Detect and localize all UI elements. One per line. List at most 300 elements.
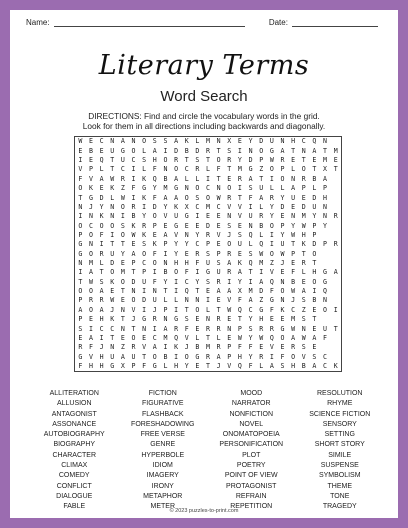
grid-letter[interactable]: E	[206, 212, 210, 221]
grid-letter[interactable]: E	[163, 221, 168, 230]
grid-letter[interactable]: O	[131, 146, 136, 155]
grid-letter[interactable]: D	[110, 259, 115, 268]
grid-letter[interactable]: Y	[120, 249, 125, 258]
grid-letter[interactable]: P	[291, 249, 296, 258]
grid-letter[interactable]: I	[269, 240, 274, 249]
grid-letter[interactable]: Y	[163, 202, 168, 211]
grid-letter[interactable]: C	[99, 324, 104, 333]
grid-letter[interactable]: W	[301, 333, 306, 342]
grid-letter[interactable]: B	[184, 146, 189, 155]
grid-letter[interactable]: R	[269, 324, 274, 333]
grid-letter[interactable]: E	[99, 184, 104, 193]
grid-letter[interactable]: L	[206, 305, 210, 314]
grid-letter[interactable]: A	[88, 333, 93, 342]
grid-letter[interactable]: B	[163, 268, 168, 277]
grid-letter[interactable]: A	[227, 287, 232, 296]
grid-letter[interactable]: T	[110, 165, 115, 174]
grid-letter[interactable]: X	[120, 362, 125, 370]
grid-letter[interactable]: G	[174, 221, 179, 230]
grid-letter[interactable]: C	[206, 184, 210, 193]
grid-letter[interactable]: R	[216, 324, 221, 333]
grid-letter[interactable]: A	[99, 287, 104, 296]
grid-letter[interactable]: C	[323, 362, 328, 370]
grid-letter[interactable]: I	[174, 305, 179, 314]
grid-letter[interactable]: S	[301, 296, 306, 305]
grid-letter[interactable]: K	[237, 259, 242, 268]
grid-letter[interactable]: P	[131, 362, 136, 370]
grid-letter[interactable]: A	[216, 287, 221, 296]
grid-letter[interactable]: D	[131, 277, 136, 286]
grid-letter[interactable]: E	[312, 305, 317, 314]
grid-letter[interactable]: T	[259, 174, 264, 183]
grid-letter[interactable]: N	[291, 212, 296, 221]
grid-letter[interactable]: N	[120, 305, 125, 314]
grid-letter[interactable]: Y	[248, 137, 253, 146]
grid-letter[interactable]: R	[259, 324, 264, 333]
grid-letter[interactable]: O	[312, 249, 317, 258]
grid-letter[interactable]: X	[184, 202, 189, 211]
grid-letter[interactable]: I	[78, 212, 83, 221]
grid-letter[interactable]: L	[312, 184, 317, 193]
grid-letter[interactable]: Y	[291, 221, 296, 230]
letter-grid[interactable]	[74, 136, 342, 372]
grid-letter[interactable]: O	[120, 277, 125, 286]
grid-letter[interactable]: T	[110, 156, 115, 165]
grid-letter[interactable]: S	[184, 315, 189, 324]
grid-letter[interactable]: K	[142, 174, 147, 183]
grid-letter[interactable]: O	[216, 156, 221, 165]
grid-letter[interactable]: P	[280, 165, 285, 174]
grid-letter[interactable]: A	[301, 287, 306, 296]
grid-letter[interactable]: N	[163, 259, 168, 268]
grid-letter[interactable]: U	[131, 352, 136, 361]
grid-letter[interactable]: A	[120, 352, 125, 361]
grid-letter[interactable]: O	[195, 184, 200, 193]
grid-letter[interactable]: C	[323, 352, 328, 361]
grid-letter[interactable]: E	[120, 333, 125, 342]
grid-letter[interactable]: N	[131, 137, 136, 146]
grid-letter[interactable]: Y	[269, 202, 274, 211]
grid-letter[interactable]: O	[78, 184, 83, 193]
grid-letter[interactable]: R	[131, 202, 136, 211]
grid-letter[interactable]: E	[280, 268, 285, 277]
grid-letter[interactable]: U	[110, 352, 115, 361]
grid-letter[interactable]: D	[259, 287, 264, 296]
grid-letter[interactable]: C	[152, 333, 157, 342]
grid-letter[interactable]: Y	[152, 184, 157, 193]
grid-letter[interactable]: T	[142, 352, 147, 361]
grid-letter[interactable]: V	[184, 333, 189, 342]
grid-letter[interactable]: Y	[237, 277, 242, 286]
grid-letter[interactable]: M	[88, 259, 93, 268]
grid-letter[interactable]: L	[301, 268, 306, 277]
grid-letter[interactable]: A	[174, 193, 179, 202]
grid-letter[interactable]: Y	[174, 249, 179, 258]
grid-letter[interactable]: N	[88, 212, 93, 221]
grid-letter[interactable]: R	[99, 249, 104, 258]
grid-letter[interactable]: Q	[248, 259, 253, 268]
grid-letter[interactable]: N	[323, 137, 328, 146]
grid-letter[interactable]: B	[163, 352, 168, 361]
grid-letter[interactable]: G	[78, 240, 83, 249]
grid-letter[interactable]: N	[323, 212, 328, 221]
grid-letter[interactable]: W	[88, 277, 93, 286]
grid-letter[interactable]: Y	[195, 277, 200, 286]
grid-letter[interactable]: Y	[237, 156, 242, 165]
grid-letter[interactable]: N	[184, 230, 189, 239]
grid-letter[interactable]: W	[280, 249, 285, 258]
grid-letter[interactable]: L	[259, 362, 264, 370]
grid-letter[interactable]: J	[227, 230, 232, 239]
grid-letter[interactable]: P	[152, 221, 157, 230]
grid-letter[interactable]: G	[152, 362, 157, 370]
grid-letter[interactable]: L	[142, 165, 147, 174]
grid-letter[interactable]: R	[206, 324, 210, 333]
grid-letter[interactable]: E	[227, 315, 232, 324]
grid-letter[interactable]: T	[78, 193, 83, 202]
grid-letter[interactable]: Y	[323, 221, 328, 230]
grid-letter[interactable]: A	[120, 137, 125, 146]
grid-letter[interactable]: H	[99, 352, 104, 361]
grid-letter[interactable]: R	[131, 343, 136, 352]
grid-letter[interactable]: T	[301, 249, 306, 258]
grid-letter[interactable]: W	[259, 249, 264, 258]
grid-letter[interactable]: R	[174, 324, 179, 333]
grid-letter[interactable]: F	[248, 362, 253, 370]
grid-letter[interactable]: E	[78, 146, 83, 155]
grid-letter[interactable]: T	[323, 146, 328, 155]
grid-letter[interactable]: N	[280, 296, 285, 305]
grid-letter[interactable]: E	[120, 259, 125, 268]
grid-letter[interactable]: M	[120, 268, 125, 277]
grid-letter[interactable]: N	[301, 324, 306, 333]
grid-letter[interactable]: T	[312, 315, 317, 324]
grid-letter[interactable]: R	[206, 146, 210, 155]
grid-letter[interactable]: V	[216, 230, 221, 239]
grid-letter[interactable]: A	[248, 174, 253, 183]
grid-letter[interactable]: N	[78, 259, 83, 268]
grid-letter[interactable]: M	[333, 146, 338, 155]
grid-letter[interactable]: F	[248, 193, 253, 202]
grid-letter[interactable]: Z	[120, 184, 125, 193]
grid-letter[interactable]: A	[312, 146, 317, 155]
grid-letter[interactable]: N	[248, 221, 253, 230]
grid-letter[interactable]: S	[280, 362, 285, 370]
grid-letter[interactable]: I	[237, 184, 242, 193]
grid-letter[interactable]: F	[280, 352, 285, 361]
grid-letter[interactable]: H	[301, 230, 306, 239]
grid-letter[interactable]: O	[291, 352, 296, 361]
grid-letter[interactable]: U	[206, 259, 210, 268]
grid-letter[interactable]: E	[99, 146, 104, 155]
grid-letter[interactable]: A	[88, 268, 93, 277]
grid-letter[interactable]: U	[291, 193, 296, 202]
grid-letter[interactable]: D	[195, 146, 200, 155]
grid-letter[interactable]: R	[280, 156, 285, 165]
grid-letter[interactable]: F	[248, 343, 253, 352]
grid-letter[interactable]: Q	[184, 287, 189, 296]
grid-letter[interactable]: O	[110, 268, 115, 277]
grid-letter[interactable]: I	[206, 296, 210, 305]
grid-letter[interactable]: T	[301, 156, 306, 165]
grid-letter[interactable]: G	[248, 165, 253, 174]
grid-letter[interactable]: F	[269, 305, 274, 314]
grid-letter[interactable]: P	[323, 240, 328, 249]
grid-letter[interactable]: N	[142, 324, 147, 333]
grid-letter[interactable]: W	[78, 137, 83, 146]
grid-letter[interactable]: P	[216, 249, 221, 258]
grid-letter[interactable]: Z	[259, 165, 264, 174]
grid-letter[interactable]: C	[184, 277, 189, 286]
grid-letter[interactable]: L	[163, 362, 168, 370]
grid-letter[interactable]: L	[195, 174, 200, 183]
grid-letter[interactable]: O	[259, 146, 264, 155]
grid-letter[interactable]: E	[195, 315, 200, 324]
grid-letter[interactable]: G	[269, 296, 274, 305]
grid-letter[interactable]: I	[163, 343, 168, 352]
grid-letter[interactable]: A	[312, 333, 317, 342]
grid-letter[interactable]: A	[312, 362, 317, 370]
grid-letter[interactable]: A	[259, 277, 264, 286]
grid-letter[interactable]: O	[78, 287, 83, 296]
grid-letter[interactable]: V	[88, 174, 93, 183]
grid-letter[interactable]: T	[120, 315, 125, 324]
grid-letter[interactable]: P	[78, 296, 83, 305]
grid-letter[interactable]: T	[248, 268, 253, 277]
grid-letter[interactable]: W	[131, 230, 136, 239]
grid-letter[interactable]: S	[237, 230, 242, 239]
grid-letter[interactable]: X	[237, 287, 242, 296]
grid-letter[interactable]: T	[312, 165, 317, 174]
grid-letter[interactable]: E	[227, 333, 232, 342]
grid-letter[interactable]: O	[174, 165, 179, 174]
grid-letter[interactable]: X	[323, 165, 328, 174]
grid-letter[interactable]: Y	[163, 277, 168, 286]
grid-letter[interactable]: Z	[301, 305, 306, 314]
grid-letter[interactable]: P	[88, 165, 93, 174]
grid-letter[interactable]: R	[142, 221, 147, 230]
grid-letter[interactable]: A	[174, 174, 179, 183]
grid-letter[interactable]: U	[174, 212, 179, 221]
grid-letter[interactable]: U	[237, 240, 242, 249]
grid-letter[interactable]: E	[120, 296, 125, 305]
grid-letter[interactable]: H	[174, 259, 179, 268]
grid-letter[interactable]: F	[269, 287, 274, 296]
grid-letter[interactable]: P	[78, 230, 83, 239]
grid-letter[interactable]: S	[216, 259, 221, 268]
grid-letter[interactable]: R	[259, 352, 264, 361]
grid-letter[interactable]: N	[227, 212, 232, 221]
grid-letter[interactable]: F	[291, 268, 296, 277]
grid-letter[interactable]: S	[301, 315, 306, 324]
grid-letter[interactable]: A	[131, 249, 136, 258]
grid-letter[interactable]: E	[216, 240, 221, 249]
grid-letter[interactable]: T	[333, 324, 338, 333]
grid-letter[interactable]: W	[291, 324, 296, 333]
grid-letter[interactable]: A	[259, 193, 264, 202]
grid-letter[interactable]: G	[206, 268, 210, 277]
grid-letter[interactable]: A	[216, 352, 221, 361]
grid-letter[interactable]: U	[142, 277, 147, 286]
grid-letter[interactable]: S	[120, 221, 125, 230]
grid-letter[interactable]: C	[291, 305, 296, 314]
grid-letter[interactable]: L	[248, 240, 253, 249]
grid-letter[interactable]: I	[269, 174, 274, 183]
grid-letter[interactable]: K	[280, 305, 285, 314]
grid-letter[interactable]: Y	[248, 315, 253, 324]
grid-letter[interactable]: K	[301, 240, 306, 249]
grid-letter[interactable]: O	[152, 212, 157, 221]
grid-letter[interactable]: E	[312, 343, 317, 352]
grid-letter[interactable]: E	[312, 156, 317, 165]
grid-letter[interactable]: R	[120, 174, 125, 183]
grid-letter[interactable]: I	[269, 230, 274, 239]
grid-letter[interactable]: I	[131, 165, 136, 174]
grid-letter[interactable]: T	[99, 268, 104, 277]
grid-letter[interactable]: N	[206, 315, 210, 324]
grid-letter[interactable]: I	[195, 212, 200, 221]
grid-letter[interactable]: M	[163, 184, 168, 193]
grid-letter[interactable]: T	[110, 240, 115, 249]
grid-letter[interactable]: F	[184, 324, 189, 333]
grid-letter[interactable]: V	[88, 352, 93, 361]
grid-letter[interactable]: I	[227, 277, 232, 286]
grid-letter[interactable]: C	[142, 259, 147, 268]
grid-letter[interactable]: R	[78, 343, 83, 352]
grid-letter[interactable]: E	[184, 221, 189, 230]
grid-letter[interactable]: H	[184, 259, 189, 268]
grid-letter[interactable]: T	[216, 305, 221, 314]
grid-letter[interactable]: R	[216, 315, 221, 324]
grid-letter[interactable]: H	[237, 352, 242, 361]
grid-letter[interactable]: I	[78, 268, 83, 277]
grid-letter[interactable]: R	[88, 296, 93, 305]
grid-letter[interactable]: L	[174, 296, 179, 305]
grid-letter[interactable]: S	[195, 156, 200, 165]
grid-letter[interactable]: L	[142, 146, 147, 155]
grid-letter[interactable]: S	[227, 146, 232, 155]
grid-letter[interactable]: O	[227, 184, 232, 193]
grid-letter[interactable]: I	[88, 324, 93, 333]
grid-letter[interactable]: F	[152, 165, 157, 174]
grid-letter[interactable]: E	[291, 202, 296, 211]
grid-letter[interactable]: R	[301, 174, 306, 183]
grid-letter[interactable]: A	[333, 268, 338, 277]
grid-letter[interactable]: L	[99, 165, 104, 174]
grid-letter[interactable]: A	[291, 333, 296, 342]
grid-letter[interactable]: C	[195, 202, 200, 211]
grid-letter[interactable]: F	[152, 193, 157, 202]
grid-letter[interactable]: J	[99, 343, 104, 352]
grid-letter[interactable]: V	[269, 268, 274, 277]
grid-letter[interactable]: V	[227, 202, 232, 211]
grid-letter[interactable]: B	[195, 343, 200, 352]
grid-letter[interactable]: N	[184, 296, 189, 305]
grid-letter[interactable]: I	[259, 268, 264, 277]
grid-letter[interactable]: F	[131, 184, 136, 193]
grid-letter[interactable]: V	[131, 305, 136, 314]
grid-letter[interactable]: G	[142, 184, 147, 193]
grid-letter[interactable]: E	[131, 240, 136, 249]
grid-letter[interactable]: O	[269, 249, 274, 258]
grid-letter[interactable]: S	[152, 137, 157, 146]
grid-letter[interactable]: H	[88, 362, 93, 370]
grid-letter[interactable]: A	[323, 174, 328, 183]
grid-letter[interactable]: S	[206, 277, 210, 286]
grid-letter[interactable]: L	[184, 174, 189, 183]
grid-letter[interactable]: E	[333, 156, 338, 165]
grid-letter[interactable]: O	[88, 249, 93, 258]
grid-letter[interactable]: I	[206, 174, 210, 183]
grid-letter[interactable]: A	[291, 184, 296, 193]
grid-letter[interactable]: N	[110, 137, 115, 146]
grid-letter[interactable]: T	[184, 305, 189, 314]
grid-letter[interactable]: W	[237, 333, 242, 342]
grid-letter[interactable]: N	[110, 343, 115, 352]
grid-letter[interactable]: L	[195, 333, 200, 342]
grid-letter[interactable]: I	[152, 268, 157, 277]
grid-letter[interactable]: T	[227, 165, 232, 174]
grid-letter[interactable]: F	[184, 268, 189, 277]
grid-letter[interactable]: D	[259, 137, 264, 146]
grid-letter[interactable]: I	[163, 146, 168, 155]
grid-letter[interactable]: T	[312, 259, 317, 268]
grid-letter[interactable]: R	[237, 174, 242, 183]
grid-letter[interactable]: T	[216, 174, 221, 183]
grid-letter[interactable]: V	[227, 296, 232, 305]
grid-letter[interactable]: L	[280, 184, 285, 193]
grid-letter[interactable]: I	[237, 146, 242, 155]
grid-letter[interactable]: R	[152, 315, 157, 324]
grid-letter[interactable]: F	[216, 165, 221, 174]
grid-letter[interactable]: S	[195, 193, 200, 202]
grid-letter[interactable]: C	[88, 221, 93, 230]
grid-letter[interactable]: V	[237, 212, 242, 221]
grid-letter[interactable]: S	[227, 221, 232, 230]
grid-letter[interactable]: V	[301, 352, 306, 361]
grid-letter[interactable]: B	[259, 221, 264, 230]
grid-letter[interactable]: E	[280, 343, 285, 352]
grid-letter[interactable]: L	[216, 333, 221, 342]
grid-letter[interactable]: T	[291, 146, 296, 155]
grid-letter[interactable]: O	[184, 193, 189, 202]
grid-letter[interactable]: O	[88, 230, 93, 239]
grid-letter[interactable]: I	[333, 305, 338, 314]
grid-letter[interactable]: P	[312, 221, 317, 230]
grid-letter[interactable]: A	[99, 305, 104, 314]
grid-letter[interactable]: M	[206, 137, 210, 146]
grid-letter[interactable]: S	[78, 324, 83, 333]
grid-letter[interactable]: N	[301, 146, 306, 155]
grid-letter[interactable]: O	[280, 287, 285, 296]
grid-letter[interactable]: G	[174, 184, 179, 193]
grid-letter[interactable]: O	[99, 221, 104, 230]
grid-letter[interactable]: P	[163, 240, 168, 249]
grid-letter[interactable]: E	[269, 315, 274, 324]
grid-letter[interactable]: E	[195, 221, 200, 230]
grid-letter[interactable]: N	[216, 137, 221, 146]
grid-letter[interactable]: O	[206, 193, 210, 202]
grid-letter[interactable]: B	[312, 174, 317, 183]
grid-letter[interactable]: U	[280, 240, 285, 249]
grid-letter[interactable]: E	[184, 249, 189, 258]
grid-letter[interactable]: A	[163, 324, 168, 333]
grid-letter[interactable]: P	[312, 230, 317, 239]
grid-letter[interactable]: N	[195, 296, 200, 305]
grid-letter[interactable]: E	[216, 212, 221, 221]
grid-letter[interactable]: K	[184, 137, 189, 146]
grid-letter[interactable]: V	[227, 362, 232, 370]
